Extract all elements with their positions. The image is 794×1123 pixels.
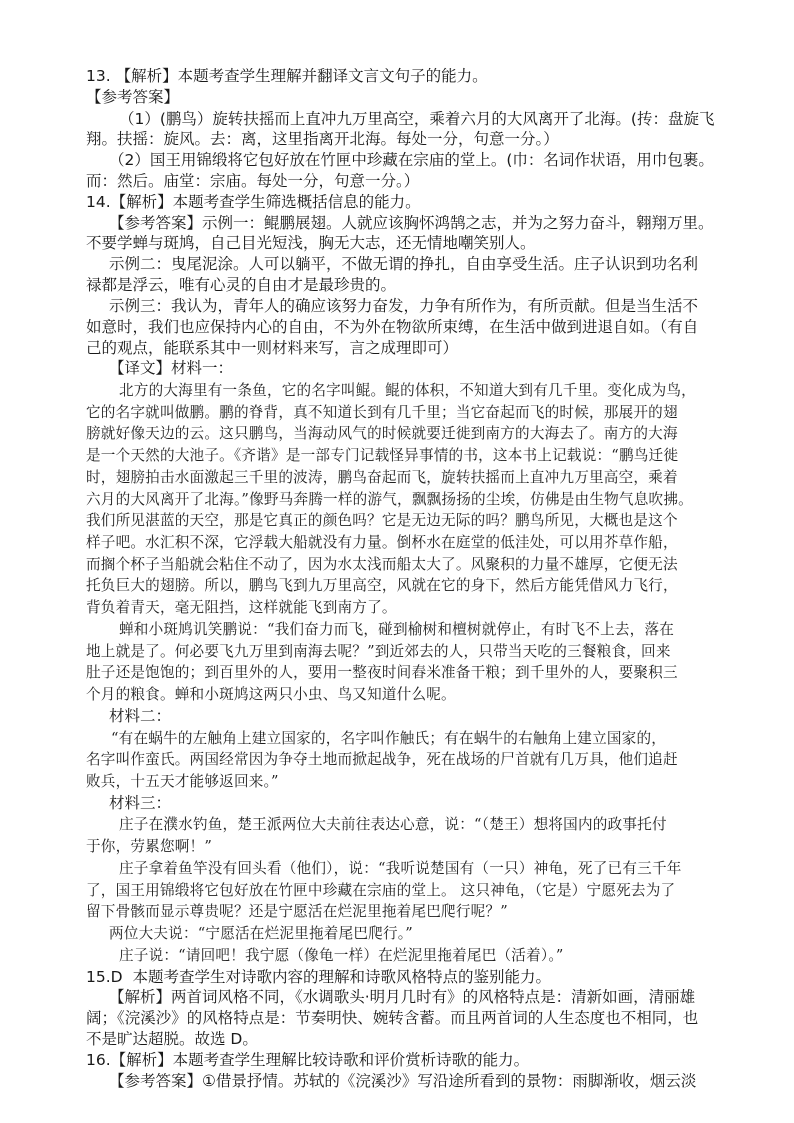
text-line: 【译文】材料一： (109, 359, 234, 377)
text-line: 禄都是浮云，唯有心灵的自由才是最珍贵的。 (86, 276, 397, 294)
text-line: 13. 【解析】本题考查学生理解并翻译文言文句子的能力。 (86, 67, 488, 85)
text-line: 【解析】两首词风格不同，《水调歌头·明月几时有》的风格特点是：清新如画，清丽雄 (109, 988, 696, 1006)
text-line: 16.【解析】本题考查学生理解比较诗歌和评价赏析诗歌的能力。 (86, 1051, 530, 1069)
text-line: （1）(鹏鸟）旋转扶摇而上直冲九万里高空，乘着六月的大风离开了北海。(抟：盘旋飞 (119, 110, 715, 128)
text-line: 它的名字就叫做鹏。鹏的脊背，真不知道长到有几千里；当它奋起而飞的时候，那展开的翅 (86, 404, 678, 421)
text-line: 是一个天然的大池子。《齐谐》是一部专门记载怪异事情的书，这本书上记载说：“鹏鸟迁徙 (86, 447, 679, 464)
text-line: 不是旷达超脱。故选 D。 (86, 1030, 258, 1048)
text-line: 不要学蝉与斑鸠，自己目光短浅，胸无大志，还无情地嘲笑别人。 (86, 234, 536, 252)
text-line: 时，翅膀拍击水面激起三千里的波涛，鹏鸟奋起而飞，旋转扶摇而上直冲九万里高空，乘着 (86, 469, 678, 486)
text-line: 败兵，十五天才能够返回来。” (86, 773, 279, 790)
text-line: 膀就好像天边的云。这只鹏鸟，当海动风气的时候就要迁徙到南方的大海去了。南方的大海 (86, 425, 678, 442)
text-line: 庄子说：“请回吧！我宁愿（像龟一样）在烂泥里拖着尾巴（活着）。” (119, 947, 564, 964)
text-line: 阔；《浣溪沙》的风格特点是：节奏明快、婉转含蓄。而且两首词的人生态度也不相同，也 (86, 1009, 699, 1027)
text-line: 15.D 本题考查学生对诗歌内容的理解和诗歌风格特点的鉴别能力。 (86, 968, 551, 986)
text-line: 六月的大风离开了北海。”像野马奔腾一样的游气，飘飘扬扬的尘埃，仿佛是由生物气息吹拂。 (86, 491, 693, 508)
text-line: 庄子拿着鱼竿没有回头看（他们），说：“我听说楚国有（一只）神龟，死了已有三千年 (119, 860, 682, 877)
text-line: 【参考答案】示例一：鲲鹏展翅。人就应该胸怀鸿鹄之志，并为之努力奋斗，翱翔万里。 (109, 214, 714, 232)
text-line: 名字叫作蛮氏。两国经常因为争夺土地而掀起战争，死在战场的尸首就有几万具，他们追赶 (86, 751, 678, 768)
text-line: 北方的大海里有一条鱼，它的名字叫鲲。鲲的体积，不知道大到有几千里。变化成为鸟， (119, 382, 696, 399)
text-line: 示例三：我认为，青年人的确应该努力奋发，力争有所作为，有所贡献。但是当生活不 (109, 297, 699, 315)
text-line: 材料三： (109, 794, 172, 812)
text-line: （2）国王用锦缎将它包好放在竹匣中珍藏在宗庙的堂上。(巾：名词作状语，用巾包裹。 (109, 151, 714, 169)
text-line: 托负巨大的翅膀。所以，鹏鸟飞到九万里高空，风就在它的身下，然后方能凭借风力飞行， (86, 577, 678, 594)
text-line: 两位大夫说：“宁愿活在烂泥里拖着尾巴爬行。” (109, 925, 413, 942)
text-line: 而搁个杯子当船就会粘住不动了，因为水太浅而船太大了。风聚积的力量不雄厚，它便无法 (86, 556, 678, 573)
text-line: 而：然后。庙堂：宗庙。每处一分，句意一分。） (86, 172, 420, 190)
text-line: 己的观点，能联系其中一则材料来写，言之成理即可） (86, 339, 459, 357)
text-line: 我们所见湛蓝的天空，那是它真正的颜色吗？它是无边无际的吗？鹏鸟所见，大概也是这个 (86, 512, 678, 529)
text-line: 如意时，我们也应保持内心的自由，不为外在物欲所束缚，在生活中做到进退自如。（有自 (86, 318, 699, 336)
text-line: 蝉和小斑鸠讥笑鹏说：“我们奋力而飞，碰到榆树和檀树就停止，有时飞不上去，落在 (119, 621, 675, 638)
text-line: 了，国王用锦缎将它包好放在竹匣中珍藏在宗庙的堂上。 这只神龟，（它是）宁愿死去为了 (86, 882, 676, 899)
text-line: 【参考答案】①借景抒情。苏轼的《浣溪沙》写沿途所看到的景物：雨脚渐收，烟云淡 (109, 1072, 697, 1090)
text-line: 肚子还是饱饱的；到百里外的人，要用一整夜时间舂米准备干粮；到千里外的人，要聚积三 (86, 664, 678, 681)
text-line: 翔。扶摇：旋风。去：离，这里指离开北海。每处一分，句意一分。） (86, 130, 559, 148)
text-line: “有在蜗牛的左触角上建立国家的，名字叫作触氏；有在蜗牛的右触角上建立国家的， (111, 730, 667, 747)
text-line: 地上就是了。何必要飞九万里到南海去呢？”到近郊去的人，只带当天吃的三餐粮食，回来 (86, 643, 671, 660)
text-line: 背负着青天，毫无阻挡，这样就能飞到南方了。 (86, 599, 397, 616)
text-line: 个月的粮食。蝉和小斑鸠这两只小虫、鸟又知道什么呢。 (86, 686, 456, 703)
text-line: 庄子在濮水钓鱼，楚王派两位大夫前往表达心意，说：“（楚王）想将国内的政事托付 (119, 816, 667, 833)
text-line: 【参考答案】 (86, 88, 180, 106)
text-line: 14.【解析】本题考查学生筛选概括信息的能力。 (86, 193, 421, 211)
text-line: 留下骨骸而显示尊贵呢？还是宁愿活在烂泥里拖着尾巴爬行呢？” (86, 903, 508, 920)
text-line: 材料二： (109, 707, 172, 725)
text-line: 样子吧。水汇积不深，它浮载大船就没有力量。倒杯水在庭堂的低洼处，可以用芥草作船， (86, 534, 678, 551)
text-line: 于你，劳累您啊！” (86, 838, 213, 855)
text-line: 示例二：曳尾泥涂。人可以躺平，不做无谓的挣扎，自由享受生活。庄子认识到功名利 (109, 255, 699, 273)
